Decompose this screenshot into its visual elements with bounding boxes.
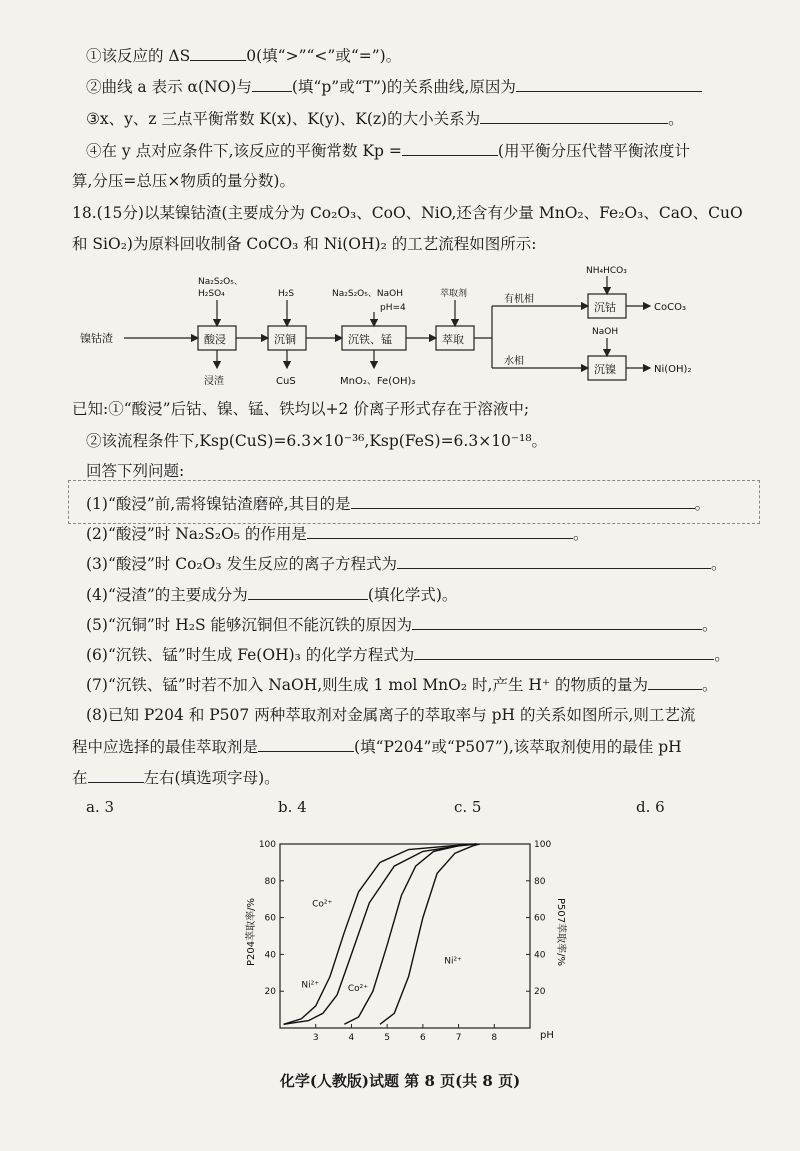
sub-q4-text: (4)“浸渣”的主要成分为 [86, 586, 248, 604]
product-co: CoCO₃ [654, 302, 686, 313]
sub-q8-line3 [72, 766, 280, 789]
series-line-2 [284, 844, 477, 1024]
step-label-ni: 沉镍 [594, 363, 616, 376]
choice-b[interactable]: b. 4 [278, 798, 307, 816]
answer-blank[interactable] [397, 552, 711, 569]
y-tick-label: 20 [264, 987, 276, 998]
answer-blank[interactable] [252, 75, 292, 92]
answer-blank[interactable] [307, 522, 573, 539]
sub-q3: (3)“酸浸”时 Co₂O₃ 发生反应的离子方程式为 。 [86, 552, 727, 575]
q17-l4: ④在 y 点对应条件下,该反应的平衡常数 Kp = [86, 142, 402, 160]
q18-heading: 18.(15分)以某镍钴渣(主要成分为 Co₂O₃、CoO、NiO,还含有少量 MnO₂、Fe₂O₃、CaO、CuO [72, 204, 743, 222]
sub-q7-text: (7)“沉铁、锰”时若不加入 NaOH,则生成 1 mol MnO₂ 时,产生 H⁺ 的物质的量为 [86, 676, 648, 694]
aqueous-phase-label: 水相 [504, 356, 524, 367]
y-tick-label-right: 40 [534, 950, 546, 961]
x-tick-label: 6 [419, 1033, 426, 1043]
series-annotation-1: Co²⁺ [312, 899, 333, 910]
sub-q8-line2 [72, 735, 682, 758]
answer-blank[interactable] [516, 75, 702, 92]
process-flow-diagram [80, 262, 720, 392]
x-tick-label: 7 [455, 1033, 462, 1043]
q17-line-1 [86, 44, 401, 67]
step-label-2: 沉铜 [274, 333, 296, 346]
answer-blank[interactable] [414, 643, 714, 660]
reagent-ni: NaOH [592, 327, 619, 337]
sub-q1-text: (1)“酸浸”前,需将镍钴渣磨碎,其目的是 [86, 495, 351, 513]
series-line-3 [344, 844, 476, 1024]
answer-blank[interactable] [402, 139, 498, 156]
residue-3: MnO₂、Fe(OH)₃ [340, 376, 416, 387]
sub-q5-text: (5)“沉铜”时 H₂S 能够沉铜但不能沉铁的原因为 [86, 616, 413, 634]
sub-q5: (5)“沉铜”时 H₂S 能够沉铜但不能沉铁的原因为 。 [86, 613, 718, 636]
y-tick-label: 80 [264, 876, 276, 887]
x-tick-label: 3 [312, 1033, 319, 1043]
sub-q1: (1)“酸浸”前,需将镍钴渣磨碎,其目的是 。 [86, 492, 710, 515]
y-axis-left-label: P204萃取率/% [246, 898, 257, 966]
reagent-5: pH=4 [380, 303, 406, 313]
answer-blank[interactable] [258, 735, 354, 752]
y-tick-label-right: 100 [534, 840, 552, 850]
q17-l1: ①该反应的 ΔS [86, 47, 191, 65]
choice-c[interactable]: c. 5 [454, 798, 482, 816]
sub-q3-text: (3)“酸浸”时 Co₂O₃ 发生反应的离子方程式为 [86, 555, 397, 573]
q17-l4b: (用平衡分压代替平衡浓度计 [497, 142, 690, 160]
sub-q4 [86, 583, 457, 606]
q17-line-5: 算,分压=总压×物质的量分数)。 [72, 172, 295, 190]
step-label-co: 沉钴 [594, 301, 616, 314]
sub-q6: (6)“沉铁、锰”时生成 Fe(OH)₃ 的化学方程式为 。 [86, 643, 730, 666]
step-label-3: 沉铁、锰 [348, 333, 392, 346]
x-tick-label: 4 [348, 1033, 355, 1043]
y-tick-label: 40 [264, 950, 276, 961]
y-tick-label-right: 20 [534, 987, 546, 998]
residue-2: CuS [276, 376, 296, 387]
sub-q8-d: 在 [72, 769, 88, 787]
q18-heading-2: 和 SiO₂)为原料回收制备 CoCO₃ 和 Ni(OH)₂ 的工艺流程如图所示: [72, 235, 537, 253]
sub-q6-text: (6)“沉铁、锰”时生成 Fe(OH)₃ 的化学方程式为 [86, 646, 415, 664]
x-tick-label: 5 [384, 1033, 391, 1043]
reagent-6: 萃取剂 [440, 289, 468, 299]
y-axis-right-label: P507萃取率/% [555, 898, 566, 966]
x-tick-label: 8 [491, 1033, 498, 1043]
series-annotation-2: Ni²⁺ [301, 980, 320, 991]
answer-blank[interactable] [351, 492, 695, 509]
answer-blank[interactable] [190, 44, 246, 61]
series-line-1 [284, 844, 477, 1024]
sub-q8-e: 左右(填选项字母)。 [143, 769, 280, 787]
step-label-4: 萃取 [442, 333, 464, 346]
choice-d[interactable]: d. 6 [636, 798, 665, 816]
q17-line-2 [86, 75, 702, 98]
answer-blank[interactable] [248, 583, 368, 600]
extraction-chart-svg [240, 832, 570, 1052]
page-footer: 化学(人教版)试题 第 8 页(共 8 页) [279, 1072, 521, 1090]
series-annotation-4: Ni²⁺ [444, 956, 462, 967]
sub-q7: (7)“沉铁、锰”时若不加入 NaOH,则生成 1 mol MnO₂ 时,产生 H⁺ 的物质的量为 。 [86, 673, 718, 696]
y-tick-label: 100 [258, 840, 276, 850]
sub-q8: (8)已知 P204 和 P507 两种萃取剂对金属离子的萃取率与 pH 的关系如图所示,则工艺流 [86, 706, 696, 724]
organic-phase-label: 有机相 [504, 294, 534, 305]
q17-line-4 [86, 139, 690, 162]
reagent-co: NH₄HCO₃ [586, 266, 627, 276]
x-axis-label: pH [540, 1030, 554, 1041]
series-line-4 [380, 844, 480, 1024]
q17-l3: ③x、y、z 三点平衡常数 K(x)、K(y)、K(z)的大小关系为 [86, 110, 481, 128]
y-tick-label: 60 [264, 913, 276, 924]
series-annotation-3: Co²⁺ [347, 984, 369, 995]
reagent-4: Na₂S₂O₅、NaOH [332, 289, 403, 299]
known-2: ②该流程条件下,Ksp(CuS)=6.3×10⁻³⁶,Ksp(FeS)=6.3×10⁻¹⁸。 [86, 432, 548, 450]
answer-blank[interactable] [412, 613, 702, 630]
sub-q8-c: (填“P204”或“P507”),该萃取剂使用的最佳 pH [354, 738, 682, 756]
sub-q4-suffix: (填化学式)。 [367, 586, 458, 604]
y-tick-label-right: 80 [534, 876, 546, 887]
q17-l2: ②曲线 a 表示 α(NO)与 [86, 78, 252, 96]
sub-q8-b: 程中应选择的最佳萃取剂是 [72, 738, 259, 756]
reagent-2: H₂SO₄ [198, 289, 225, 299]
answer-prompt: 回答下列问题: [86, 462, 185, 480]
answer-blank[interactable] [648, 673, 702, 690]
y-tick-label-right: 60 [534, 913, 546, 924]
answer-blank[interactable] [480, 107, 668, 124]
residue-1: 浸渣 [204, 376, 224, 387]
q17-line-3: ③x、y、z 三点平衡常数 K(x)、K(y)、K(z)的大小关系为 。 [86, 107, 684, 130]
extraction-chart [240, 832, 570, 1052]
plot-frame [280, 844, 530, 1028]
choice-a[interactable]: a. 3 [86, 798, 115, 816]
q17-l1b: 0(填“>”“<”或“=”)。 [246, 47, 402, 65]
flow-start: 镍钴渣 [80, 332, 113, 345]
known-1: 已知:①“酸浸”后钴、镍、锰、铁均以+2 价离子形式存在于溶液中; [72, 400, 530, 418]
reagent-3: H₂S [278, 289, 295, 299]
sub-q2-text: (2)“酸浸”时 Na₂S₂O₅ 的作用是 [86, 525, 307, 543]
product-ni: Ni(OH)₂ [654, 364, 692, 375]
reagent-1: Na₂S₂O₅、 [198, 277, 243, 287]
q17-l2b: (填“p”或“T”)的关系曲线,原因为 [291, 78, 516, 96]
step-label-1: 酸浸 [204, 333, 226, 346]
sub-q2: (2)“酸浸”时 Na₂S₂O₅ 的作用是 。 [86, 522, 588, 545]
answer-blank[interactable] [88, 766, 144, 783]
